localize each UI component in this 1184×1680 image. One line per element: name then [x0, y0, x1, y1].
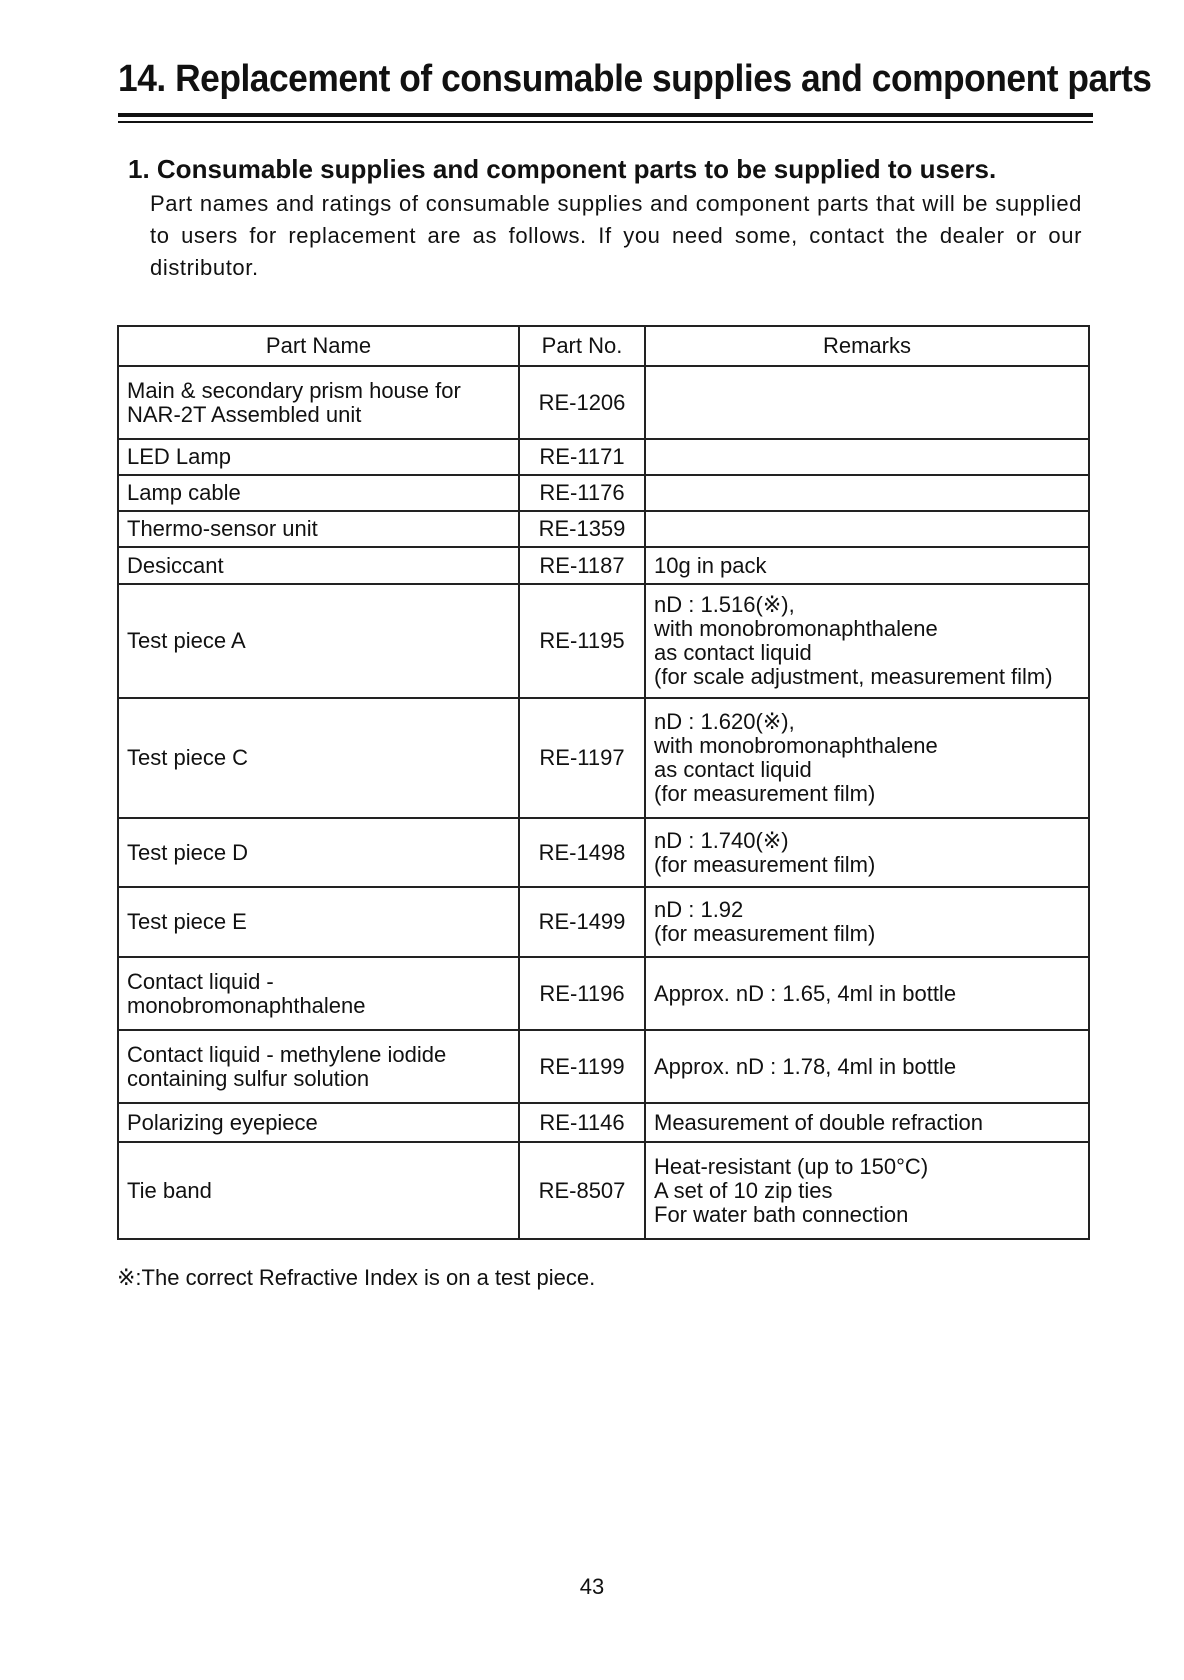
title-rule-thin: [118, 121, 1093, 123]
part-name-line: Tie band: [127, 1177, 212, 1203]
part-name-cell: [118, 475, 519, 511]
intro-paragraph: Part names and ratings of consumable supplies and component parts that will be supplied to users for replacement are as follows. If you need some, contact the dealer or our distributor.: [150, 191, 1082, 280]
part-name-cell: [118, 584, 519, 698]
remarks-cell: [645, 439, 1089, 475]
remarks-cell: [645, 1103, 1089, 1142]
header-part-name: Part Name: [118, 326, 519, 366]
table-row: [118, 439, 1089, 475]
remarks-line: (for measurement film): [654, 781, 876, 806]
part-no-cell: RE-1499: [519, 887, 645, 957]
table-header-row: [118, 326, 1089, 366]
part-name-line: Test piece E: [127, 909, 247, 934]
part-name-line: containing sulfur solution: [127, 1065, 370, 1091]
table-row: [118, 818, 1089, 887]
remarks-line: Measurement of double refraction: [654, 1109, 983, 1135]
part-name-cell: [118, 818, 519, 887]
table-row: [118, 475, 1089, 511]
remarks-cell: [645, 511, 1089, 547]
remarks-cell: [645, 1030, 1089, 1103]
remarks-cell: [645, 698, 1089, 818]
part-no-cell: RE-1206: [519, 366, 645, 439]
part-name-line: Polarizing eyepiece: [127, 1109, 318, 1135]
table-row: [118, 366, 1089, 439]
remarks-line: nD : 1.620(※),: [654, 709, 795, 734]
part-name-line: Contact liquid -: [127, 968, 274, 994]
part-name-cell: [118, 511, 519, 547]
part-no-cell: RE-1359: [519, 511, 645, 547]
remarks-line: Heat-resistant (up to 150°C): [654, 1153, 929, 1179]
remarks-line: A set of 10 zip ties: [654, 1177, 833, 1203]
remarks-line: Approx. nD : 1.78, 4ml in bottle: [654, 1053, 957, 1079]
remarks-line: as contact liquid: [654, 757, 812, 782]
header-remarks: Remarks: [645, 326, 1089, 366]
remarks-line: with monobromonaphthalene: [654, 733, 938, 758]
part-name-cell: [118, 1142, 519, 1239]
remarks-cell: [645, 887, 1089, 957]
page-title: 14. Replacement of consumable supplies and component parts: [118, 58, 1152, 100]
part-name-line: Test piece D: [127, 839, 249, 865]
part-name-line: Lamp cable: [127, 480, 241, 505]
section-heading: 1. Consumable supplies and component parts to be supplied to users.: [128, 154, 997, 184]
part-no-cell: RE-1197: [519, 698, 645, 818]
remarks-cell: [645, 547, 1089, 584]
part-name-line: NAR-2T Assembled unit: [127, 401, 362, 427]
part-no-cell: RE-1187: [519, 547, 645, 584]
title-rule-thick: [118, 113, 1093, 117]
part-name-cell: [118, 547, 519, 584]
part-name-line: Test piece A: [127, 628, 246, 653]
remarks-line: (for measurement film): [654, 851, 876, 877]
page-number: 43: [579, 1574, 605, 1599]
table-row: [118, 547, 1089, 584]
table-row: [118, 698, 1089, 818]
remarks-line: Approx. nD : 1.65, 4ml in bottle: [654, 980, 957, 1006]
part-name-line: Main & secondary prism house for: [127, 377, 461, 403]
part-name-cell: [118, 887, 519, 957]
table-row: [118, 957, 1089, 1030]
remarks-line: nD : 1.516(※),: [654, 592, 795, 617]
part-no-cell: RE-1199: [519, 1030, 645, 1103]
remarks-line: with monobromonaphthalene: [654, 616, 938, 641]
remarks-line: (for scale adjustment, measurement film): [654, 664, 1053, 689]
remarks-cell: [645, 475, 1089, 511]
remarks-cell: [645, 818, 1089, 887]
table-row: [118, 584, 1089, 698]
remarks-line: nD : 1.92: [654, 897, 744, 922]
part-name-line: monobromonaphthalene: [127, 992, 366, 1018]
part-name-cell: [118, 1030, 519, 1103]
remarks-cell: [645, 1142, 1089, 1239]
table-row: [118, 887, 1089, 957]
part-name-line: Desiccant: [127, 552, 224, 578]
remarks-line: nD : 1.740(※): [654, 827, 789, 853]
part-name-line: Thermo-sensor unit: [127, 516, 318, 541]
table-row: [118, 1103, 1089, 1142]
part-no-cell: RE-1171: [519, 439, 645, 475]
remarks-line: as contact liquid: [654, 640, 812, 665]
remarks-line: For water bath connection: [654, 1201, 909, 1227]
part-name-cell: [118, 957, 519, 1030]
remarks-cell: [645, 957, 1089, 1030]
part-no-cell: RE-1498: [519, 818, 645, 887]
part-no-cell: RE-1195: [519, 584, 645, 698]
part-name-cell: [118, 439, 519, 475]
remarks-cell: [645, 366, 1089, 439]
part-no-cell: RE-1196: [519, 957, 645, 1030]
remarks-line: (for measurement film): [654, 921, 876, 946]
part-name-cell: [118, 366, 519, 439]
table-row: [118, 511, 1089, 547]
part-name-line: Test piece C: [127, 745, 249, 770]
header-part-no: Part No.: [519, 326, 645, 366]
footnote: ※:The correct Refractive Index is on a test piece.: [117, 1265, 596, 1290]
part-name-line: Contact liquid - methylene iodide: [127, 1041, 447, 1067]
part-no-cell: RE-1146: [519, 1103, 645, 1142]
table-row: [118, 1142, 1089, 1239]
remarks-line: 10g in pack: [654, 552, 767, 578]
part-name-cell: [118, 698, 519, 818]
part-name-cell: [118, 1103, 519, 1142]
part-no-cell: RE-8507: [519, 1142, 645, 1239]
part-no-cell: RE-1176: [519, 475, 645, 511]
table-row: [118, 1030, 1089, 1103]
part-name-line: LED Lamp: [127, 444, 231, 469]
parts-table: [117, 325, 1090, 1240]
remarks-cell: [645, 584, 1089, 698]
